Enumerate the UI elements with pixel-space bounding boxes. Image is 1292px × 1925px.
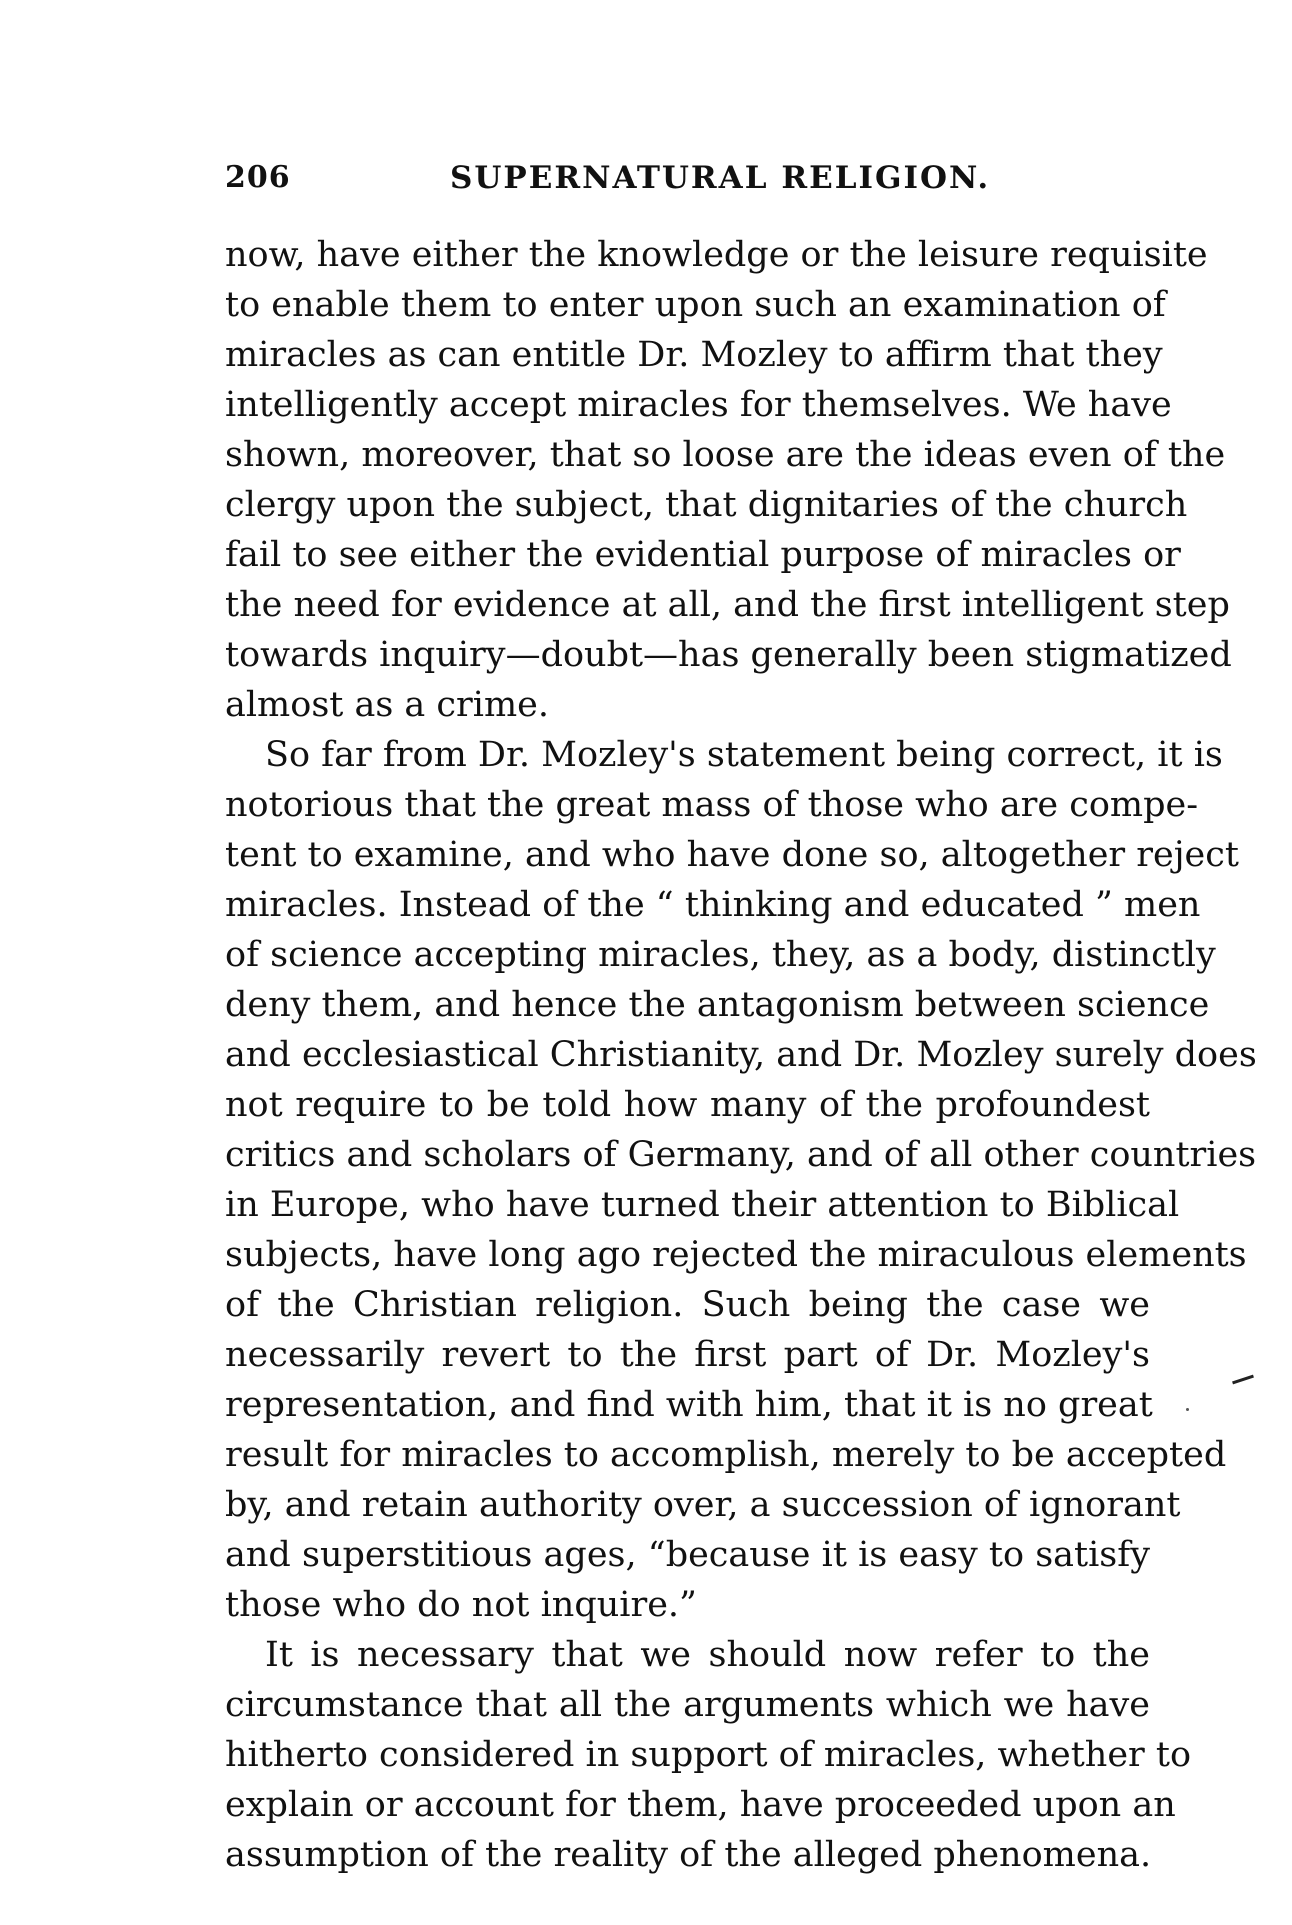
text-line: representation, and find with him, that it is no great — [225, 1385, 1153, 1425]
paragraph-start-line: So far from Dr. Mozley's statement being correct, it is — [265, 735, 1223, 775]
text-line: tent to examine, and who have done so, altogether reject — [225, 835, 1239, 875]
stray-ink-mark — [1232, 1375, 1254, 1385]
text-line: now, have either the knowledge or the leisure requisite — [225, 235, 1208, 275]
text-line: of science accepting miracles, they, as a body, distinctly — [225, 935, 1216, 975]
text-line: towards inquiry—doubt—has generally been stigmatized — [225, 635, 1232, 675]
text-line: by, and retain authority over, a succession of ignorant — [225, 1485, 1181, 1525]
text-line: deny them, and hence the antagonism between science — [225, 985, 1210, 1025]
text-line: shown, moreover, that so loose are the ideas even of the — [225, 435, 1226, 475]
text-line: not require to be told how many of the profoundest — [225, 1085, 1150, 1125]
paragraph-end-line: almost as a crime. — [225, 685, 549, 725]
text-line: explain or account for them, have proceeded upon an — [225, 1785, 1176, 1825]
text-line: to enable them to enter upon such an examination of — [225, 285, 1166, 325]
text-line: fail to see either the evidential purpose of miracles or — [225, 535, 1181, 575]
text-line: miracles. Instead of the “ thinking and educated ” men — [225, 885, 1201, 925]
text-line: notorious that the great mass of those who are compe- — [225, 785, 1199, 825]
text-line: assumption of the reality of the alleged phenomena. — [225, 1835, 1152, 1875]
running-head — [225, 160, 1225, 210]
text-line: clergy upon the subject, that dignitaries of the church — [225, 485, 1188, 525]
text-line: and ecclesiastical Christianity, and Dr. Mozley surely does — [225, 1035, 1257, 1075]
text-line: hitherto considered in support of miracles, whether to — [225, 1735, 1192, 1775]
body-text — [225, 230, 1257, 1880]
running-title: SUPERNATURAL RELIGION. — [450, 160, 991, 196]
text-line: of the Christian religion. Such being the case we — [225, 1285, 1150, 1325]
text-line: and superstitious ages, “because it is easy to satisfy — [225, 1535, 1150, 1575]
stray-ink-dot — [1186, 1408, 1189, 1411]
text-line: subjects, have long ago rejected the miraculous elements — [225, 1235, 1247, 1275]
paragraph-start-line: It is necessary that we should now refer to the — [265, 1635, 1150, 1675]
text-line: circumstance that all the arguments which we have — [225, 1685, 1150, 1725]
page-number: 206 — [225, 160, 291, 195]
text-line: miracles as can entitle Dr. Mozley to affirm that they — [225, 335, 1163, 375]
text-line: in Europe, who have turned their attention to Biblical — [225, 1185, 1180, 1225]
text-line: result for miracles to accomplish, merely to be accepted — [225, 1435, 1227, 1475]
paragraph-end-line: those who do not inquire.” — [225, 1585, 697, 1625]
text-line: intelligently accept miracles for themselves. We have — [225, 385, 1172, 425]
text-line: critics and scholars of Germany, and of all other countries — [225, 1135, 1257, 1175]
text-line: necessarily revert to the first part of Dr. Mozley's — [225, 1335, 1150, 1375]
text-line: the need for evidence at all, and the first intelligent step — [225, 585, 1230, 625]
